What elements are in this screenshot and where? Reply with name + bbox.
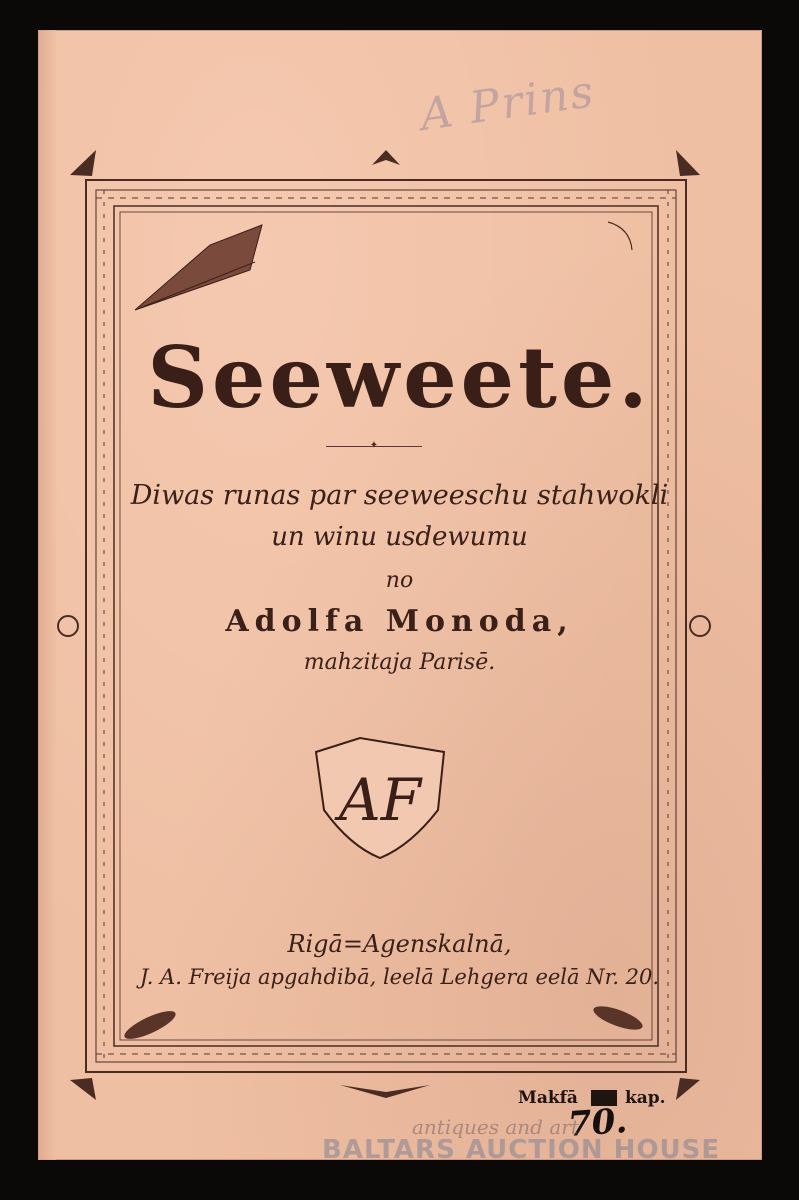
- by-word: no: [385, 568, 414, 593]
- owner-signature: A Prins: [417, 66, 599, 141]
- monogram-letters: AF: [338, 766, 422, 834]
- imprint-publisher: J. A. Freija apgahdibā, leelā Lehgera eelā Nr. 20.: [139, 965, 660, 989]
- floral-corner-bottom-right: [591, 1002, 645, 1035]
- handwritten-price: 70.: [566, 1100, 629, 1146]
- page-curl-top-left: [135, 225, 262, 310]
- book-title: Seeweete.: [147, 328, 652, 427]
- imprint-place: Rigā=Agenskalnā,: [287, 930, 512, 958]
- divider-ornament-icon: ✦: [369, 440, 379, 451]
- subtitle-line-1: Diwas runas par seeweeschu stahwokli: [130, 480, 669, 511]
- watermark-brand: BALTARS AUCTION HOUSE: [322, 1135, 721, 1165]
- price-unit: kap.: [625, 1088, 666, 1108]
- subtitle-line-2: un winu usdewumu: [271, 522, 528, 552]
- floral-corner-bottom-left: [121, 1006, 179, 1044]
- page-curl-top-right: [608, 222, 632, 250]
- monogram-shield: [316, 738, 444, 858]
- author-role: mahzitaja Parisē.: [303, 650, 496, 675]
- watermark-tagline: antiques and art: [412, 1115, 579, 1139]
- price-label: Makfā: [518, 1088, 578, 1108]
- author-name: Adolfa Monoda,: [225, 604, 574, 639]
